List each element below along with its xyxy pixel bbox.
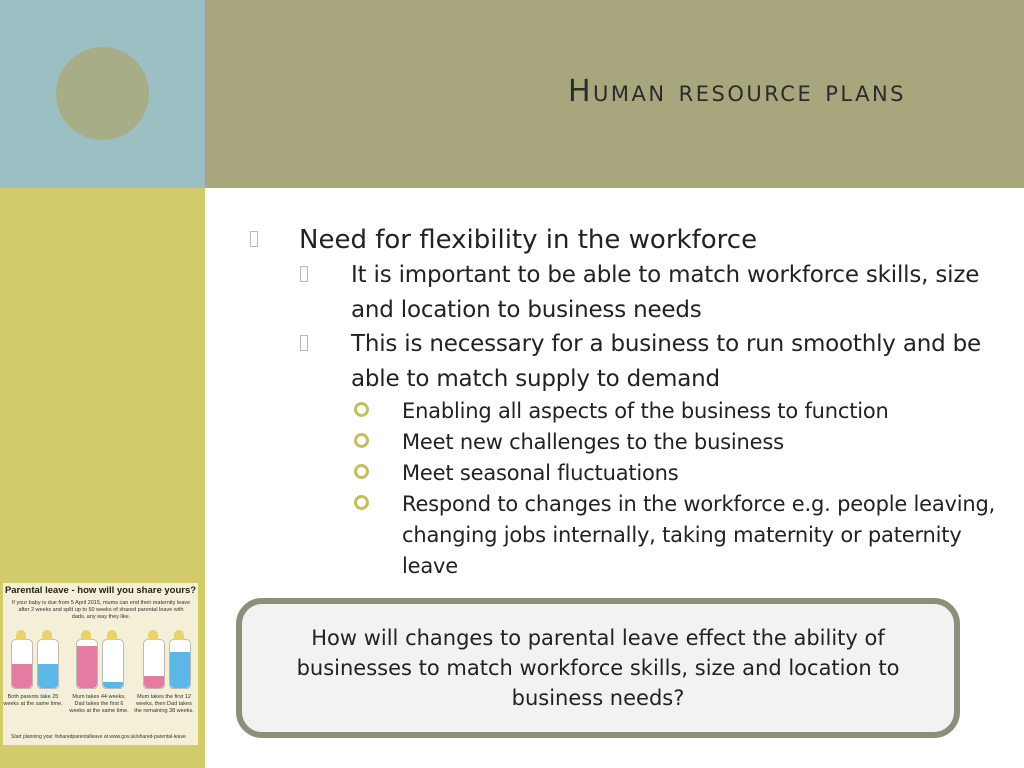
poster-title: Parental leave - how will you share yours?	[4, 585, 197, 596]
square-bullet-icon	[300, 266, 308, 282]
poster-footer: Start planning your #sharedparentalleave at www.gov.uk/shared-parental-leave	[11, 734, 186, 740]
question-callout	[236, 598, 960, 738]
bullet-text: Meet seasonal fluctuations	[402, 461, 679, 485]
callout-text: How will changes to parental leave effect the ability of businesses to match workforce skills, size and location to business needs?	[296, 626, 900, 710]
poster-caption: Mum takes the first 12 weeks, then Dad takes the remaining 38 weeks.	[134, 694, 194, 714]
bullet-item	[248, 489, 998, 582]
bullet-text: Need for flexibility in the workforce	[299, 225, 758, 255]
baby-bottle-icon	[143, 639, 165, 689]
bullet-item	[248, 458, 998, 489]
baby-bottle-icon	[76, 639, 98, 689]
square-bullet-icon	[250, 231, 258, 247]
bullet-item	[248, 396, 998, 427]
decorative-circle	[56, 47, 149, 140]
bullet-item	[248, 258, 998, 327]
bullet-text: Enabling all aspects of the business to function	[402, 399, 889, 423]
parental-leave-poster	[3, 583, 198, 745]
poster-caption: Mum takes 44 weeks, Dad takes the first 6 weeks at the same time.	[69, 694, 129, 714]
baby-bottle-icon	[37, 639, 59, 689]
poster-intro: If your baby is due from 5 April 2015, mums can end their maternity leave after 2 weeks and split up to 50 weeks of shared parental leave with dads, any way they like.	[11, 600, 191, 620]
baby-bottle-icon	[11, 639, 33, 689]
poster-caption: Both parents take 25 weeks at the same time.	[3, 694, 63, 707]
circle-bullet-icon	[354, 495, 369, 510]
bullet-item	[248, 327, 998, 396]
baby-bottle-icon	[169, 639, 191, 689]
slide-title: Human resource plans	[567, 74, 906, 109]
bullet-item	[248, 222, 998, 258]
circle-bullet-icon	[354, 464, 369, 479]
bullet-text: Respond to changes in the workforce e.g. people leaving, changing jobs internally, taking maternity or paternity leave	[402, 492, 996, 578]
circle-bullet-icon	[354, 402, 369, 417]
square-bullet-icon	[300, 335, 308, 351]
baby-bottle-icon	[102, 639, 124, 689]
bullet-text: It is important to be able to match workforce skills, size and location to business needs	[351, 262, 980, 323]
bullet-text: This is necessary for a business to run smoothly and be able to match supply to demand	[351, 331, 981, 392]
bullet-list	[248, 222, 998, 582]
circle-bullet-icon	[354, 433, 369, 448]
header-band	[205, 0, 1024, 188]
bullet-text: Meet new challenges to the business	[402, 430, 784, 454]
bullet-item	[248, 427, 998, 458]
